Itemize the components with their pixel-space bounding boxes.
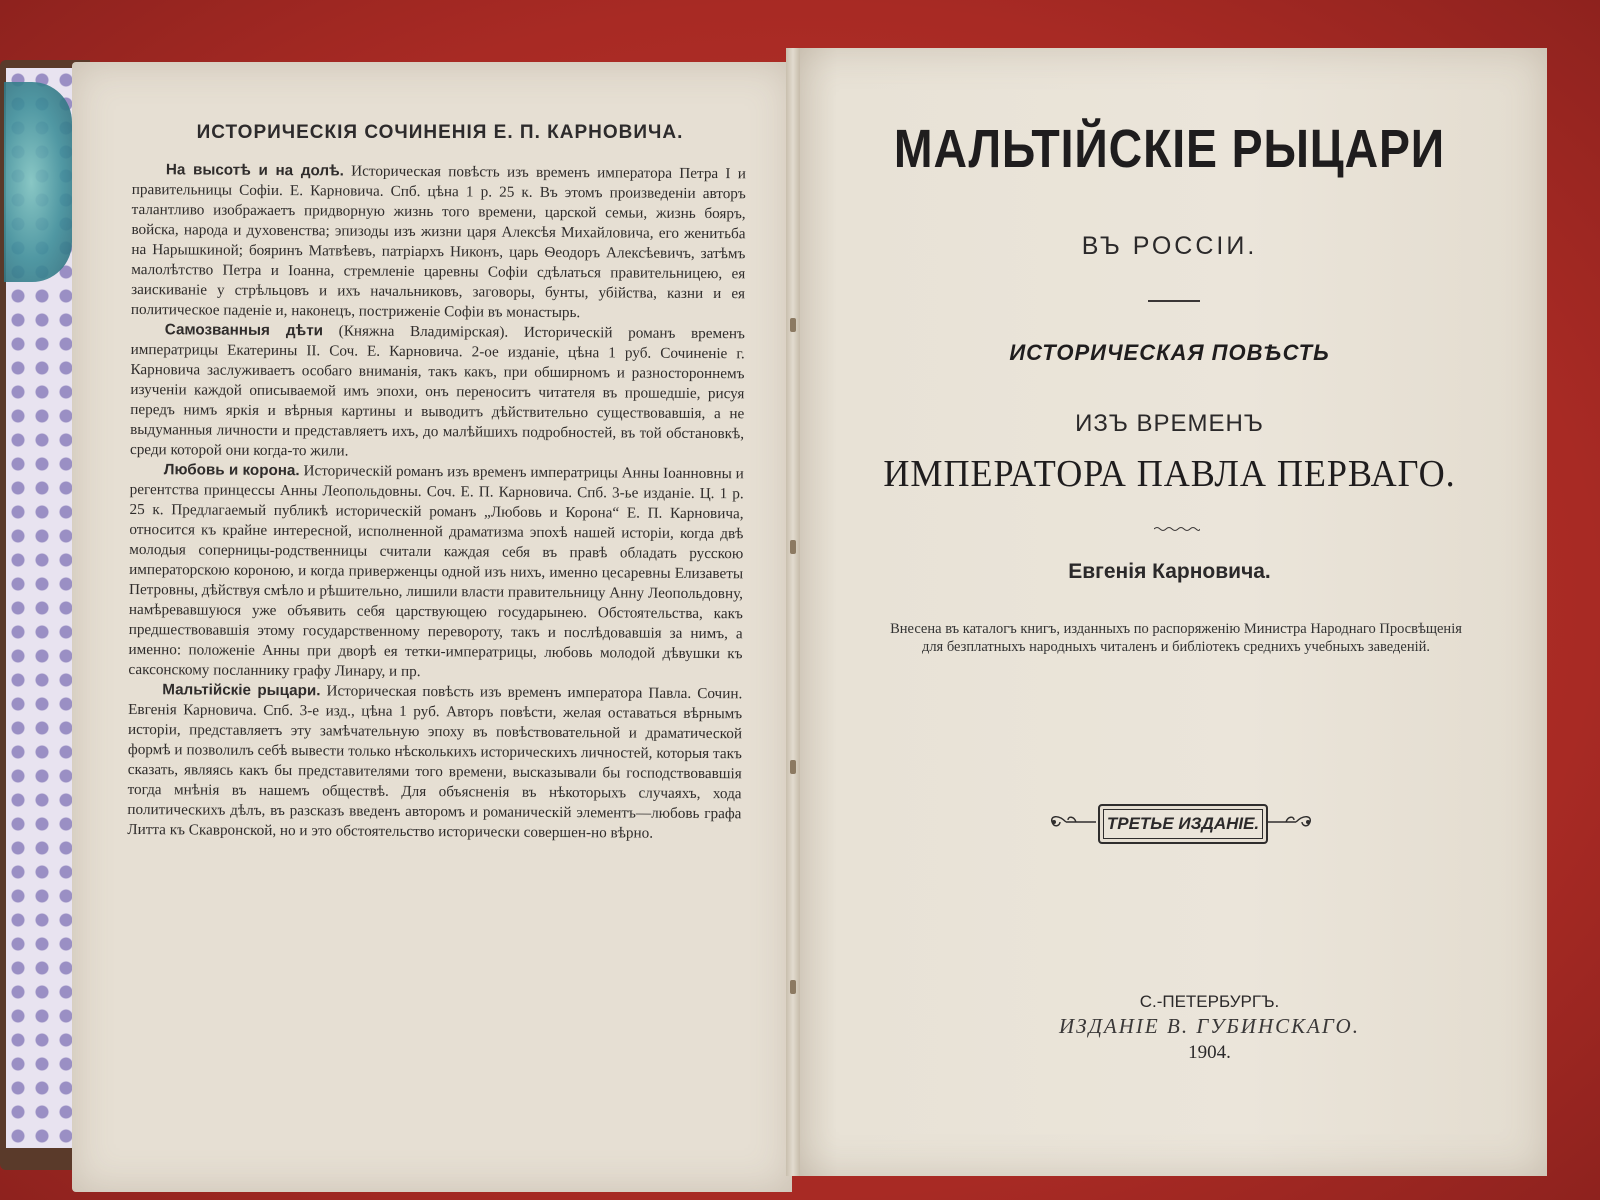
entry-title: Любовь и корона. [163, 461, 300, 480]
left-page-body [126, 160, 746, 1064]
entry-love-and-crown [128, 460, 744, 684]
left-page-title: ИСТОРИЧЕСКІЯ СОЧИНЕНІЯ Е. П. КАРНОВИЧА. [196, 122, 684, 143]
book-subtitle: ВЪ РОССІИ. [1081, 232, 1258, 260]
entry-title: Мальтійскіе рыцари. [162, 681, 321, 700]
entry-text: Историческій романъ изъ временъ императрицы Анны Іоанновны и регентства принцессы Анны Леопольдовны. Соч. Е. П. Карновича. Спб. 3-ье изданіе. Ц. 1 р. 25 к. Предлагаемый публикѣ историческій романъ „Любовь и Корона“ Е. П. Карновича, относится къ крайне интересной, исполненной драматизма эпохѣ нашей исторіи, когда двѣ молодыя соперницы-родственницы считали каждая себя въ правѣ обладать русскою императорскою короною, и когда приверженцы одной изъ нихъ, именно цесаревны Елизаветы Петровны, дѣйствуя смѣло и рѣшительно, лишили власти правительницу Анну Леопольдовну, намѣревавшуюся уже объявить себя царствующею государынею. Обстоятельства, какъ предшествовавшія этому государственному перевороту, такъ и послѣдовавшія за нимъ, а именно: положеніе Анны при дворѣ ея тетки-императрицы, любовь молодой дѣвушки къ саксонскому посланнику графу Линару, и пр. [128, 462, 744, 681]
binding-stitch [790, 540, 796, 554]
ornament-squiggle-icon [1154, 526, 1200, 532]
genre-line: ИСТОРИЧЕСКАЯ ПОВѢСТЬ [1009, 340, 1330, 365]
entry-on-heights [131, 160, 746, 324]
binding-stitch [790, 760, 796, 774]
era-line-2: ИМПЕРАТОРА ПАВЛА ПЕРВАГО. [883, 453, 1456, 495]
edition-label: ТРЕТЬЕ ИЗДАНІЕ. [1098, 804, 1268, 844]
flourish-right-icon [1266, 812, 1316, 832]
era-line-1: ИЗЪ ВРЕМЕНЪ [1075, 410, 1264, 437]
edition-ornament [1046, 800, 1316, 846]
entry-impostor-children [130, 320, 745, 464]
divider-rule [1148, 300, 1200, 302]
entry-text: Историческая повѣсть изъ временъ императора Петра I и правительницы Софіи. Е. Карновича. Спб. цѣна 1 р. 25 к. Въ этомъ произведеніи авторъ талантливо изображаетъ придворную жизнь того времени, царской семьи, жизнь бояръ, войска, народа и духовенства; эпизоды изъ жизни царя Алексѣя Михайловича, его женитьба на Нарышкиной; бояринъ Матвѣевъ, патріархъ Никонъ, царь Ѳеодоръ Алексѣевичъ, затѣмъ малолѣтство Петра и Іоанна, стремленіе царевны Софіи сдѣлаться правительницею, ея заискиваніе у стрѣльцовъ и ихъ начальниковъ, заговоры, бунты, убійства, казни и ея политическое паденіе и, наконецъ, постриженіе Софіи въ монастырь. [130, 162, 746, 322]
entry-maltese-knights [127, 680, 742, 844]
publication-city: С.-ПЕТЕРБУРГЪ. [1139, 992, 1280, 1011]
library-stamp-icon [4, 82, 72, 282]
author-line: Евгенія Карновича. [1068, 560, 1271, 583]
catalog-note: Внесена въ каталогъ книгъ, изданныхъ по распоряженію Министра Народнаго Просвѣщенія для безплатныхъ народныхъ читаленъ и библіотекъ среднихъ учебныхъ заведеній. [890, 621, 1462, 655]
publisher-line: ИЗДАНІЕ В. ГУБИНСКАГО. [1059, 1014, 1360, 1038]
entry-text: Историческая повѣсть изъ временъ императора Павла. Сочин. Евгенія Карновича. Спб. 3-е изд., цѣна 1 руб. Авторъ повѣсти, желая оставаться вѣрнымъ исторіи, представляетъ эту замѣчательную эпоху въ повѣствовательной и драматической формѣ и позволилъ себѣ вывести только нѣсколькихъ историческихъ личностей, которыя такъ сказать, являясь какъ бы представителями того времени, высказывали бы господствовавшія тогда мнѣнія въ нашемъ обществѣ. Для объясненія въ нѣкоторыхъ случаяхъ, хода политическихъ дѣлъ, въ разсказъ введенъ авторомъ и романическій элементъ—любовь графа Литта къ Скавронской, но и это обстоятельство исторически совершен-но вѣрно. [127, 682, 743, 842]
entry-text: (Княжна Владимірская). Историческій романъ временъ императрицы Екатерины II. Соч. Е. Карновича. 2-ое изданіе, цѣна 1 руб. Сочиненіе г. Карновича заслуживаетъ особаго вниманія, такъ какъ, при обширномъ и разностороннемъ изученіи каждой описываемой имъ эпохи, онъ переноситъ читателя въ прошедшіе, рисуя передъ нимъ яркія и вѣрныя картины и выводитъ дѣйствительно существовавшія, а не выдуманныя личности и представляетъ ихъ, до малѣйшихъ подробностей, въ той обстановкѣ, среди которой они когда-то жили. [129, 322, 745, 460]
flourish-left-icon [1046, 812, 1096, 832]
binding-stitch [790, 318, 796, 332]
entry-title: На высотѣ и на долѣ. [165, 161, 344, 180]
book-title: МАЛЬТІЙСКІЕ РЫЦАРИ [893, 119, 1446, 179]
publication-year: 1904. [1188, 1042, 1231, 1063]
entry-title: Самозванныя дѣти [164, 321, 324, 340]
